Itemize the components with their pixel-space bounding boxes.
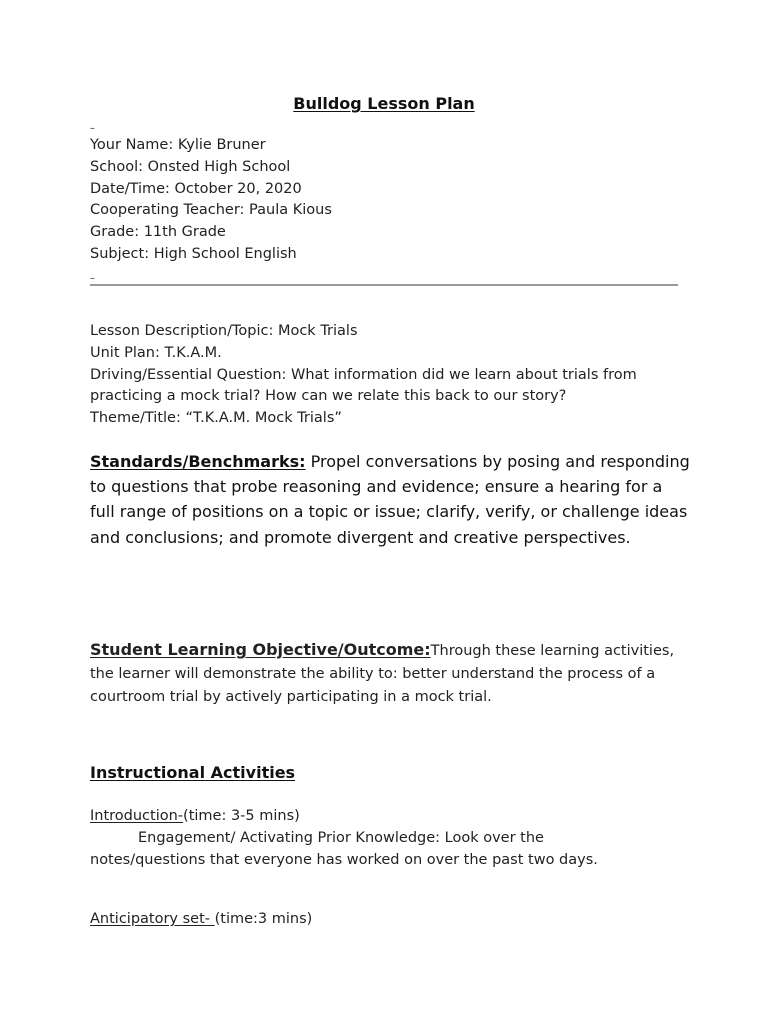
lesson-description-block	[90, 321, 690, 430]
unit-plan: Unit Plan: T.K.A.M.	[90, 344, 222, 361]
standards-heading: Standards/Benchmarks:	[90, 452, 306, 471]
introduction-label: Introduction-	[90, 808, 184, 824]
anticipatory-label: Anticipatory set-	[90, 911, 215, 927]
essential-question-line1: Driving/Essential Question: What information did we learn about trials from	[90, 366, 637, 383]
list-marker: –	[90, 123, 95, 134]
standards-text: Propel conversations by posing and responding to questions that probe reasoning and evidence; ensure a hearing for a full range of positions on a topic or issue; clarify, verify, or challenge ideas and conclusions; and promote divergent and creative perspectives.	[90, 452, 690, 547]
list-marker: –	[90, 273, 95, 284]
introduction-section	[90, 806, 710, 871]
objective-section	[90, 638, 690, 709]
info-teacher: Cooperating Teacher: Paula Kious	[90, 202, 332, 219]
horizontal-divider	[90, 284, 678, 286]
info-grade: Grade: 11th Grade	[90, 224, 226, 241]
info-school: School: Onsted High School	[90, 158, 291, 175]
standards-section	[90, 449, 690, 550]
instructional-activities-heading: Instructional Activities	[90, 763, 296, 782]
objective-text: Through these learning activities, the learner will demonstrate the ability to: better understand the process of a courtroom trial by actively participating in a mock trial.	[90, 643, 675, 705]
engagement-line2: notes/questions that everyone has worked on over the past two days.	[90, 851, 598, 868]
info-subject: Subject: High School English	[90, 245, 297, 262]
lesson-topic: Lesson Description/Topic: Mock Trials	[90, 323, 358, 339]
theme-title: Theme/Title: “T.K.A.M. Mock Trials”	[90, 410, 342, 427]
anticipatory-time: (time:3 mins)	[214, 911, 313, 927]
engagement-line1: Engagement/ Activating Prior Knowledge: Look over the	[138, 829, 544, 846]
info-name: Your Name: Kylie Bruner	[90, 137, 266, 153]
page-title: Bulldog Lesson Plan	[293, 94, 475, 113]
anticipatory-set	[90, 909, 312, 931]
objective-heading: Student Learning Objective/Outcome:	[90, 640, 431, 659]
info-datetime: Date/Time: October 20, 2020	[90, 180, 302, 197]
teacher-info-block	[90, 135, 332, 266]
essential-question-line2: practicing a mock trial? How can we relate this back to our story?	[90, 388, 567, 405]
introduction-time: (time: 3-5 mins)	[183, 808, 300, 824]
